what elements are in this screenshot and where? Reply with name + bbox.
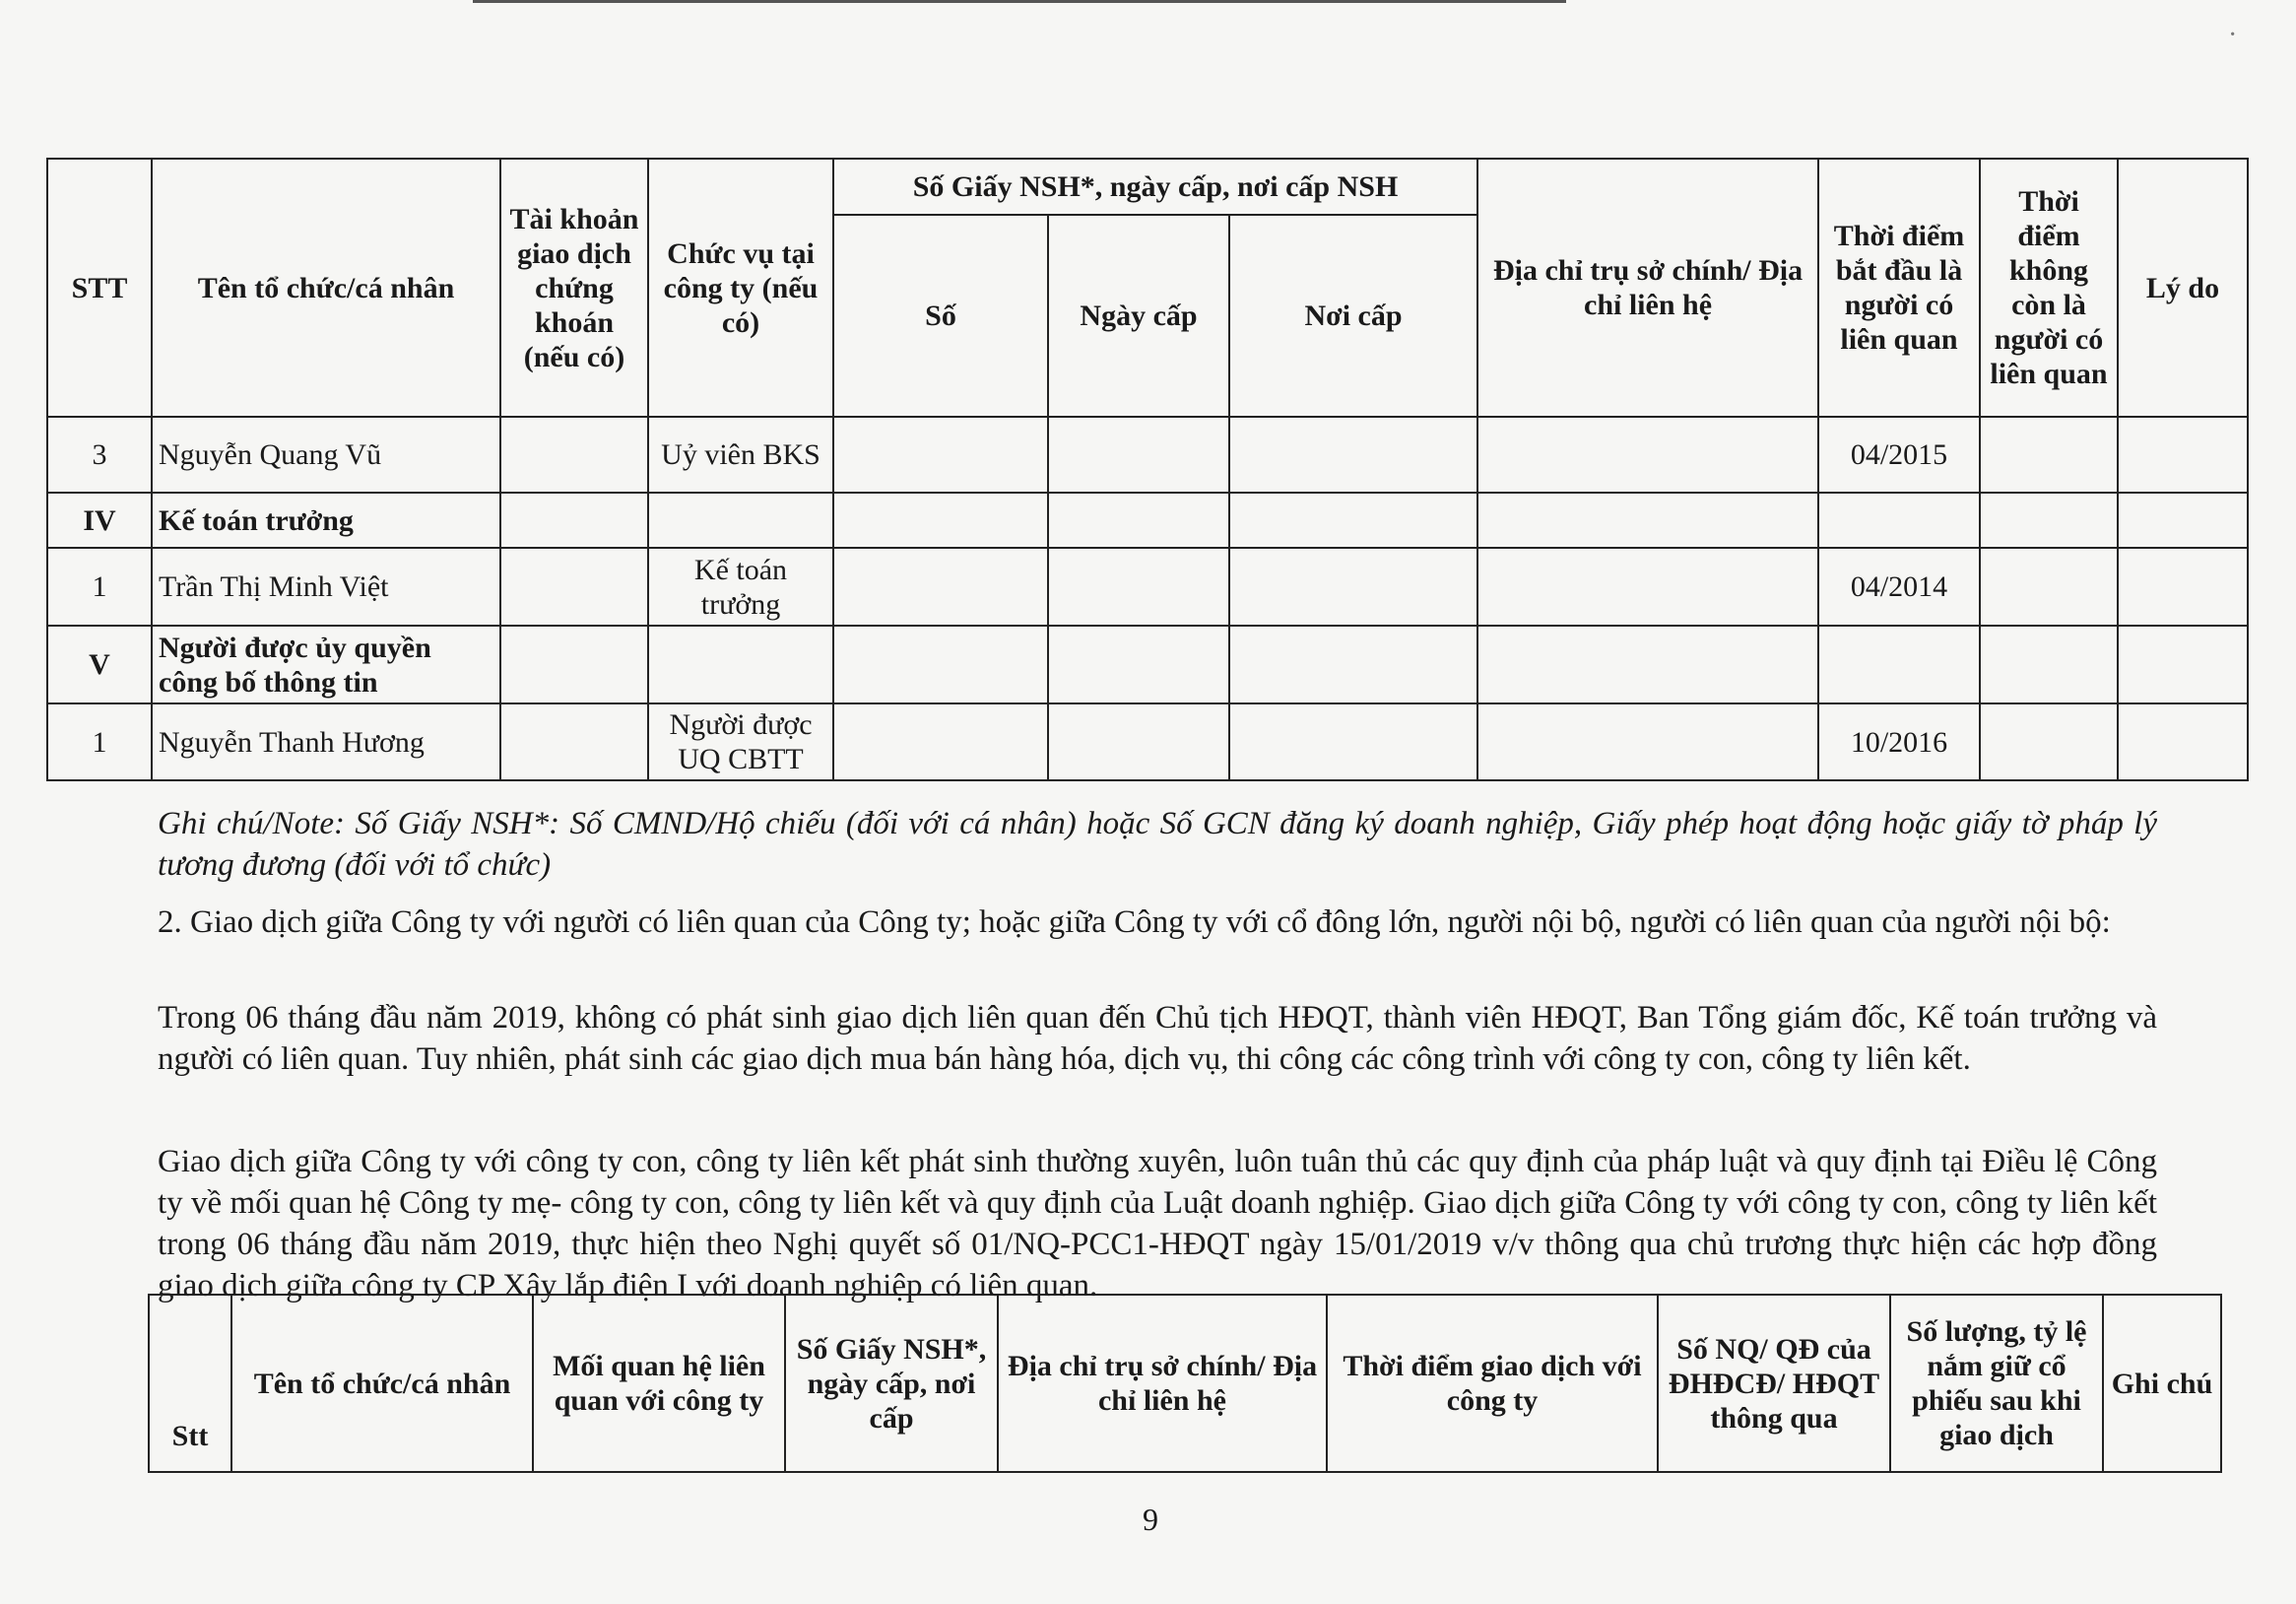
cell-nsh-place [1229,493,1477,548]
header-account: Tài khoản giao dịch chứng khoán (nếu có) [500,159,648,417]
cell-account [500,548,648,626]
related-persons-table [46,158,2249,781]
cell-reason [2118,626,2248,703]
header-nsh-place: Nơi cấp [1229,215,1477,417]
cell-stt: 1 [47,703,152,780]
paragraph-transactions: Giao dịch giữa Công ty với công ty con, công ty liên kết phát sinh thường xuyên, luôn tuân thủ các quy định của pháp luật và quy định tại Điều lệ Công ty về mối quan hệ Công ty mẹ- công ty con, công ty liên kết và quy định của Luật doanh nghiệp. Giao dịch giữa Công ty với công ty con, công ty liên kết trong 06 tháng đầu năm 2019, thực hiện theo Nghị quyết số 01/NQ-PCC1-HĐQT ngày 15/01/2019 v/v thông qua chủ trương thực hiện các hợp đồng giao dịch giữa công ty CP Xây lắp điện I với doanh nghiệp có liên quan. [158,1144,2157,1303]
cell-nsh-place [1229,548,1477,626]
cell-stt: 3 [47,417,152,493]
cell-name: Kế toán trưởng [152,493,500,548]
cell-name: Trần Thị Minh Việt [152,548,500,626]
cell-position: Uỷ viên BKS [648,417,833,493]
cell-nsh-number [833,493,1048,548]
header-name: Tên tổ chức/cá nhân [231,1295,533,1472]
cell-nsh-number [833,417,1048,493]
cell-nsh-number [833,703,1048,780]
cell-nsh-place [1229,626,1477,703]
header-note: Ghi chú [2103,1295,2221,1472]
header-address: Địa chỉ trụ sở chính/ Địa chỉ liên hệ [998,1295,1327,1472]
cell-name: Nguyễn Thanh Hương [152,703,500,780]
header-address: Địa chỉ trụ sở chính/ Địa chỉ liên hệ [1477,159,1818,417]
header-nsh-number: Số [833,215,1048,417]
cell-start-time [1818,626,1980,703]
header-stt: STT [47,159,152,417]
scan-mark: · [2228,20,2238,50]
header-transaction-time: Thời điểm giao dịch với công ty [1327,1295,1658,1472]
header-nsh-group: Số Giấy NSH*, ngày cấp, nơi cấp NSH [833,159,1477,215]
cell-position: Người được UQ CBTT [648,703,833,780]
header-end-time: Thời điểm không còn là người có liên quan [1980,159,2118,417]
paragraph-summary: Trong 06 tháng đầu năm 2019, không có phát sinh giao dịch liên quan đến Chủ tịch HĐQT, thành viên HĐQT, Ban Tổng giám đốc, Kế toán trưởng và người có liên quan. Tuy nhiên, phát sinh các giao dịch mua bán hàng hóa, dịch vụ, thi công các công trình với công ty con, công ty liên kết. [158,1000,2157,1077]
cell-address [1477,703,1818,780]
section-2-heading: 2. Giao dịch giữa Công ty với người có liên quan của Công ty; hoặc giữa Công ty với cổ đông lớn, người nội bộ, người có liên quan của người nội bộ: [158,904,2111,940]
cell-nsh-place [1229,703,1477,780]
cell-nsh-number [833,626,1048,703]
header-shares: Số lượng, tỷ lệ nắm giữ cổ phiếu sau khi giao dịch [1890,1295,2103,1472]
cell-account [500,493,648,548]
cell-stt: IV [47,493,152,548]
cell-account [500,703,648,780]
cell-address [1477,626,1818,703]
table-row [47,548,2248,626]
transactions-table [148,1294,2222,1473]
cell-reason [2118,703,2248,780]
cell-reason [2118,417,2248,493]
cell-stt: 1 [47,548,152,626]
header-position: Chức vụ tại công ty (nếu có) [648,159,833,417]
header-relation: Mối quan hệ liên quan với công ty [533,1295,785,1472]
cell-end-time [1980,493,2118,548]
cell-position: Kế toán trưởng [648,548,833,626]
table-row [47,417,2248,493]
cell-account [500,417,648,493]
table-note: Ghi chú/Note: Số Giấy NSH*: Số CMND/Hộ chiếu (đối với cá nhân) hoặc Số GCN đăng ký doanh nghiệp, Giấy phép hoạt động hoặc giấy tờ pháp lý tương đương (đối với tổ chức) [158,806,2157,883]
cell-position [648,493,833,548]
cell-nsh-date [1048,703,1229,780]
cell-start-time: 10/2016 [1818,703,1980,780]
header-nsh-date: Ngày cấp [1048,215,1229,417]
cell-account [500,626,648,703]
cell-reason [2118,548,2248,626]
header-reason: Lý do [2118,159,2248,417]
top-edge-line [473,0,1566,3]
cell-end-time [1980,548,2118,626]
header-start-time: Thời điểm bắt đầu là người có liên quan [1818,159,1980,417]
table-row [47,493,2248,548]
header-name: Tên tổ chức/cá nhân [152,159,500,417]
cell-nsh-number [833,548,1048,626]
cell-address [1477,548,1818,626]
cell-nsh-date [1048,417,1229,493]
cell-address [1477,417,1818,493]
cell-reason [2118,493,2248,548]
header-nsh: Số Giấy NSH*, ngày cấp, nơi cấp [785,1295,998,1472]
header-resolution: Số NQ/ QĐ của ĐHĐCĐ/ HĐQT thông qua [1658,1295,1890,1472]
page-number: 9 [1143,1502,1158,1537]
cell-end-time [1980,703,2118,780]
cell-start-time [1818,493,1980,548]
table-row [47,626,2248,703]
cell-nsh-date [1048,548,1229,626]
table-row [47,703,2248,780]
cell-nsh-date [1048,493,1229,548]
cell-name: Nguyễn Quang Vũ [152,417,500,493]
cell-end-time [1980,417,2118,493]
header-stt: Stt [149,1295,231,1472]
cell-address [1477,493,1818,548]
cell-end-time [1980,626,2118,703]
cell-nsh-date [1048,626,1229,703]
cell-start-time: 04/2014 [1818,548,1980,626]
cell-stt: V [47,626,152,703]
cell-nsh-place [1229,417,1477,493]
cell-position [648,626,833,703]
cell-start-time: 04/2015 [1818,417,1980,493]
cell-name: Người được ủy quyền công bố thông tin [152,626,500,703]
